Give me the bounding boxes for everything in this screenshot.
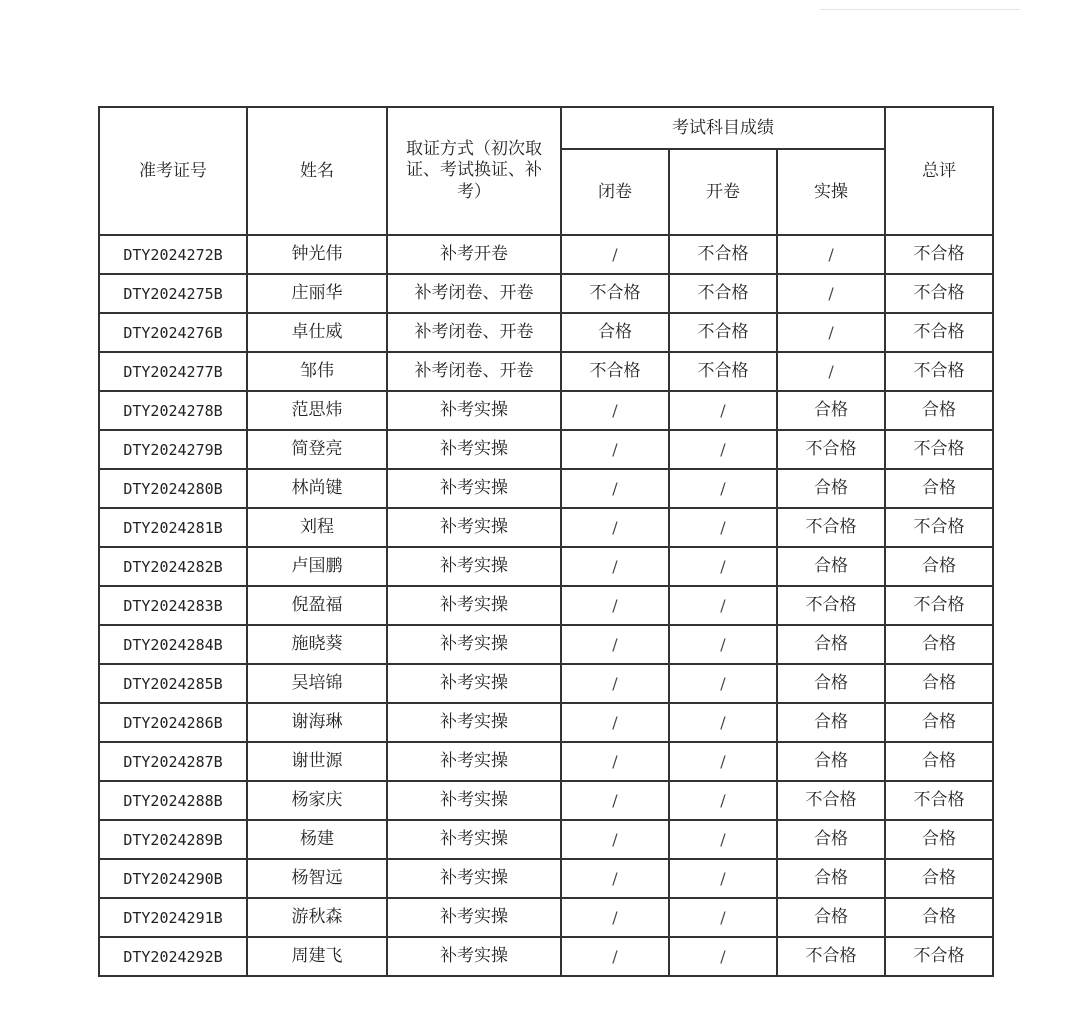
header-overall: 总评 [885,107,993,235]
cell-name: 倪盈福 [247,586,387,625]
cell-overall: 不合格 [885,274,993,313]
cell-overall: 合格 [885,742,993,781]
cell-open-book: / [669,664,777,703]
cell-open-book: 不合格 [669,313,777,352]
header-row-1 [99,107,993,149]
cell-practical: 合格 [777,625,885,664]
table-row [99,781,993,820]
table-row [99,703,993,742]
cell-closed-book: / [561,664,669,703]
cell-open-book: 不合格 [669,235,777,274]
table-row [99,742,993,781]
cell-overall: 不合格 [885,937,993,976]
cell-exam-id: DTY2024286B [99,703,247,742]
table-row [99,469,993,508]
header-closed-book: 闭卷 [561,149,669,235]
cell-exam-id: DTY2024284B [99,625,247,664]
exam-results-table [98,106,994,977]
table-row [99,508,993,547]
cell-practical: 不合格 [777,508,885,547]
cell-overall: 不合格 [885,781,993,820]
cell-overall: 合格 [885,547,993,586]
cell-overall: 不合格 [885,430,993,469]
cell-practical: 不合格 [777,430,885,469]
cell-overall: 不合格 [885,508,993,547]
cell-method: 补考实操 [387,391,561,430]
table-row [99,859,993,898]
table-row [99,352,993,391]
cell-exam-id: DTY2024276B [99,313,247,352]
cell-method: 补考实操 [387,586,561,625]
cell-open-book: 不合格 [669,274,777,313]
cell-overall: 不合格 [885,352,993,391]
table-row [99,820,993,859]
cell-overall: 不合格 [885,586,993,625]
cell-overall: 合格 [885,898,993,937]
cell-method: 补考闭卷、开卷 [387,274,561,313]
table-row [99,235,993,274]
cell-practical: 不合格 [777,781,885,820]
table-row [99,937,993,976]
cell-open-book: / [669,469,777,508]
cell-name: 谢海琳 [247,703,387,742]
cell-practical: 合格 [777,742,885,781]
table-row [99,547,993,586]
cell-closed-book: / [561,469,669,508]
cell-exam-id: DTY2024283B [99,586,247,625]
cell-name: 卓仕威 [247,313,387,352]
cell-overall: 合格 [885,664,993,703]
cell-method: 补考实操 [387,703,561,742]
cell-overall: 合格 [885,820,993,859]
cell-practical: 合格 [777,547,885,586]
cell-method: 补考实操 [387,742,561,781]
cell-name: 卢国鹏 [247,547,387,586]
cell-exam-id: DTY2024288B [99,781,247,820]
cell-exam-id: DTY2024280B [99,469,247,508]
cell-open-book: / [669,430,777,469]
cell-closed-book: / [561,235,669,274]
cell-overall: 合格 [885,391,993,430]
table-row [99,430,993,469]
cell-open-book: / [669,625,777,664]
cell-name: 简登亮 [247,430,387,469]
cell-name: 游秋森 [247,898,387,937]
cell-exam-id: DTY2024275B [99,274,247,313]
header-name: 姓名 [247,107,387,235]
cell-name: 施晓葵 [247,625,387,664]
cell-practical: 不合格 [777,937,885,976]
cell-closed-book: 不合格 [561,352,669,391]
cell-closed-book: / [561,547,669,586]
cell-practical: 合格 [777,898,885,937]
cell-exam-id: DTY2024285B [99,664,247,703]
cell-exam-id: DTY2024281B [99,508,247,547]
cell-method: 补考闭卷、开卷 [387,313,561,352]
cell-closed-book: / [561,859,669,898]
cell-open-book: / [669,781,777,820]
cell-practical: 合格 [777,820,885,859]
cell-name: 周建飞 [247,937,387,976]
cell-closed-book: / [561,820,669,859]
cell-closed-book: / [561,742,669,781]
cell-closed-book: / [561,937,669,976]
cell-exam-id: DTY2024292B [99,937,247,976]
cell-name: 庄丽华 [247,274,387,313]
cell-exam-id: DTY2024287B [99,742,247,781]
cell-closed-book: / [561,430,669,469]
table-row [99,274,993,313]
cell-exam-id: DTY2024278B [99,391,247,430]
cell-open-book: / [669,898,777,937]
cell-practical: / [777,352,885,391]
cell-practical: 合格 [777,859,885,898]
cell-closed-book: 合格 [561,313,669,352]
cell-name: 吴培锦 [247,664,387,703]
cell-open-book: / [669,508,777,547]
cell-name: 林尚键 [247,469,387,508]
cell-name: 杨智远 [247,859,387,898]
cell-name: 杨家庆 [247,781,387,820]
table-row [99,625,993,664]
table-row [99,664,993,703]
cell-method: 补考开卷 [387,235,561,274]
cell-exam-id: DTY2024291B [99,898,247,937]
cell-open-book: / [669,586,777,625]
header-exam-id: 准考证号 [99,107,247,235]
cell-name: 范思炜 [247,391,387,430]
cell-closed-book: / [561,898,669,937]
cell-exam-id: DTY2024279B [99,430,247,469]
cell-method: 补考实操 [387,781,561,820]
cell-open-book: / [669,859,777,898]
header-method: 取证方式（初次取证、考试换证、补考） [387,107,561,235]
cell-name: 杨建 [247,820,387,859]
table-row [99,898,993,937]
cell-open-book: / [669,547,777,586]
cell-open-book: / [669,820,777,859]
cell-method: 补考实操 [387,430,561,469]
cell-practical: / [777,274,885,313]
table-row [99,313,993,352]
cell-closed-book: / [561,391,669,430]
cell-closed-book: / [561,586,669,625]
table-row [99,391,993,430]
cell-open-book: / [669,703,777,742]
cell-practical: 不合格 [777,586,885,625]
cell-overall: 不合格 [885,313,993,352]
cell-practical: 合格 [777,391,885,430]
cell-closed-book: / [561,703,669,742]
cell-open-book: 不合格 [669,352,777,391]
cell-exam-id: DTY2024272B [99,235,247,274]
cell-practical: 合格 [777,703,885,742]
cell-name: 刘程 [247,508,387,547]
cell-method: 补考闭卷、开卷 [387,352,561,391]
cell-closed-book: / [561,781,669,820]
cell-method: 补考实操 [387,898,561,937]
header-subjects-group: 考试科目成绩 [561,107,885,149]
cell-overall: 合格 [885,625,993,664]
cell-name: 钟光伟 [247,235,387,274]
cell-practical: 合格 [777,664,885,703]
cell-overall: 合格 [885,859,993,898]
cell-overall: 不合格 [885,235,993,274]
cell-method: 补考实操 [387,937,561,976]
cell-exam-id: DTY2024290B [99,859,247,898]
cell-closed-book: / [561,625,669,664]
cell-practical: 合格 [777,469,885,508]
cell-method: 补考实操 [387,820,561,859]
cell-closed-book: / [561,508,669,547]
cell-overall: 合格 [885,469,993,508]
header-practical: 实操 [777,149,885,235]
cell-name: 邹伟 [247,352,387,391]
cell-method: 补考实操 [387,547,561,586]
cell-method: 补考实操 [387,469,561,508]
cell-method: 补考实操 [387,664,561,703]
cell-practical: / [777,235,885,274]
cell-exam-id: DTY2024289B [99,820,247,859]
cell-open-book: / [669,742,777,781]
cell-exam-id: DTY2024277B [99,352,247,391]
scan-edge-line [820,9,1020,10]
cell-open-book: / [669,937,777,976]
cell-name: 谢世源 [247,742,387,781]
cell-exam-id: DTY2024282B [99,547,247,586]
cell-overall: 合格 [885,703,993,742]
cell-method: 补考实操 [387,625,561,664]
cell-practical: / [777,313,885,352]
table-row [99,586,993,625]
cell-open-book: / [669,391,777,430]
cell-method: 补考实操 [387,508,561,547]
cell-method: 补考实操 [387,859,561,898]
cell-closed-book: 不合格 [561,274,669,313]
header-open-book: 开卷 [669,149,777,235]
